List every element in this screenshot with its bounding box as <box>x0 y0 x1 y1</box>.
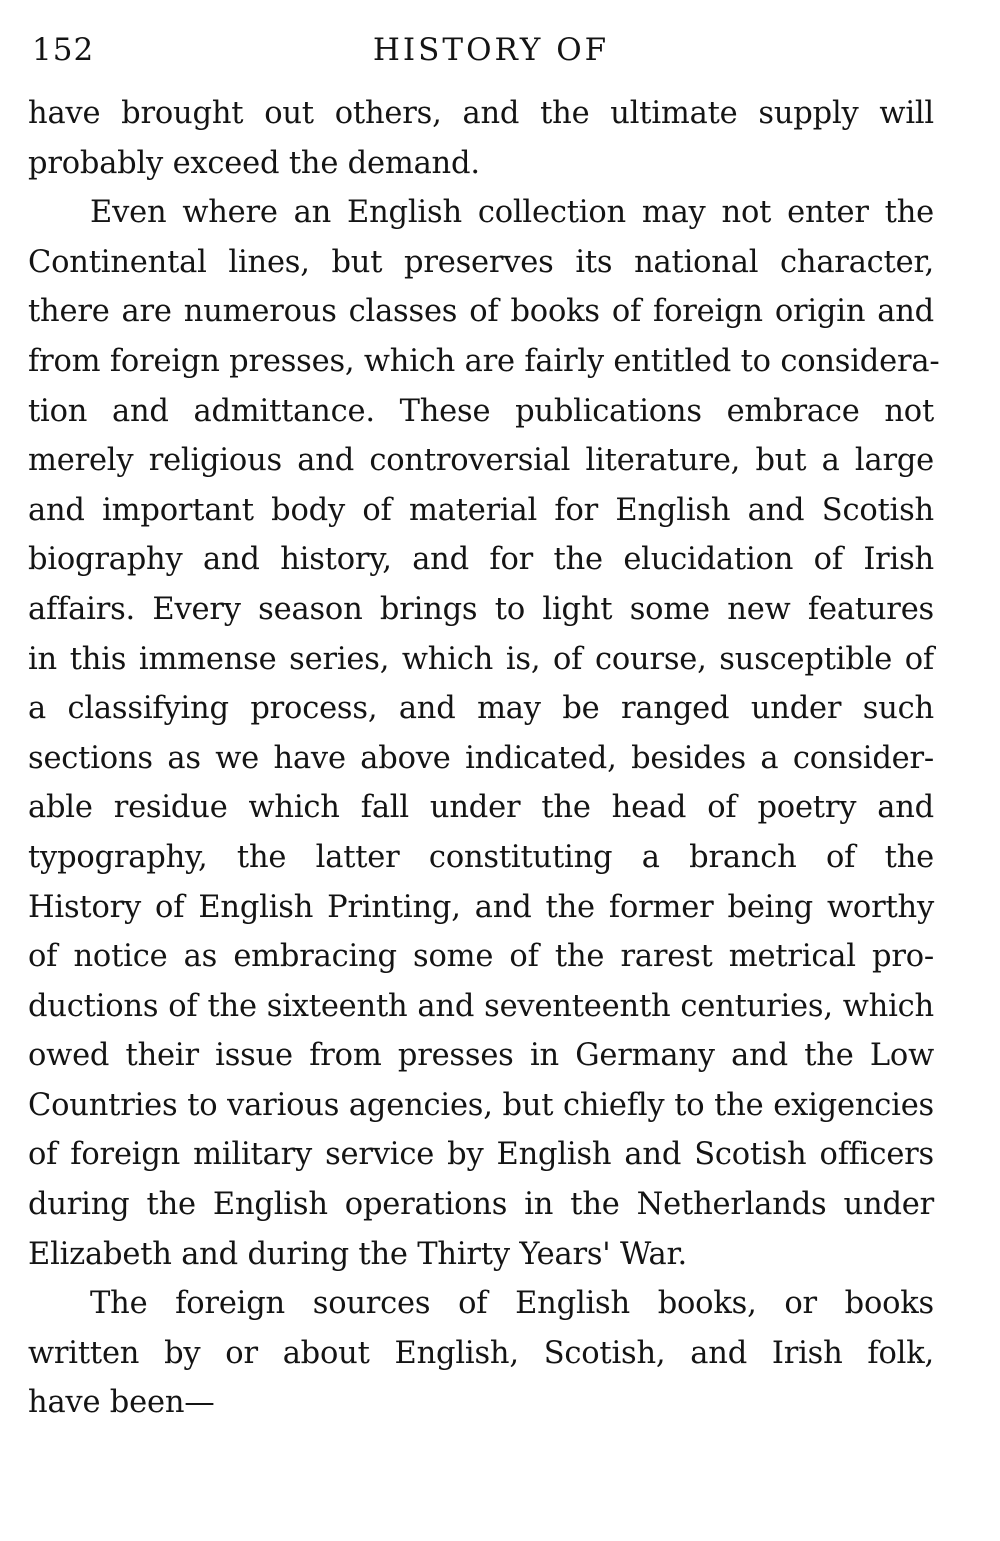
text-line: Continental lines, but preserves its national character, <box>28 244 934 280</box>
text-line: have been— <box>28 1385 215 1421</box>
text-line: Elizabeth and during the Thirty Years' War. <box>28 1236 687 1272</box>
text-line: and important body of material for English and Scotish <box>28 492 934 528</box>
text-line: a classifying process, and may be ranged under such <box>28 691 934 727</box>
text-line: have brought out others, and the ultimate supply will <box>28 96 934 131</box>
text-line: from foreign presses, which are fairly entitled to considera- <box>28 343 940 379</box>
text-line: typography, the latter constituting a branch of the <box>28 839 934 875</box>
body-text <box>28 89 940 1428</box>
text-line: History of English Printing, and the former being worthy <box>28 889 934 925</box>
page-header <box>28 32 934 74</box>
text-line: The foreign sources of English books, or books <box>90 1286 934 1322</box>
text-line: biography and history, and for the elucidation of Irish <box>28 542 934 578</box>
text-line: Even where an English collection may not enter the <box>90 195 934 231</box>
text-line: merely religious and controversial literature, but a large <box>28 443 934 479</box>
text-line: of foreign military service by English and Scotish officers <box>28 1137 934 1173</box>
text-line: tion and admittance. These publications embrace not <box>28 393 934 429</box>
text-line: there are numerous classes of books of foreign origin and <box>28 294 934 330</box>
text-line: Countries to various agencies, but chiefly to the exigencies <box>28 1087 934 1123</box>
page-number: 152 <box>32 32 95 68</box>
paragraph-3 <box>28 1279 934 1428</box>
text-line: written by or about English, Scotish, and Irish folk, <box>28 1335 934 1371</box>
text-line: able residue which fall under the head of poetry and <box>28 790 934 826</box>
text-line: affairs. Every season brings to light some new features <box>28 591 934 627</box>
text-line: during the English operations in the Netherlands under <box>28 1187 934 1223</box>
text-line: ductions of the sixteenth and seventeenth centuries, which <box>28 988 934 1024</box>
book-page <box>28 32 940 1428</box>
running-head: HISTORY OF <box>372 32 610 68</box>
text-line: sections as we have above indicated, besides a consider- <box>28 740 934 776</box>
text-line: of notice as embracing some of the rarest metrical pro- <box>28 939 934 975</box>
paragraph-2 <box>28 188 940 1279</box>
paragraph-1 <box>28 89 934 188</box>
text-line: probably exceed the demand. <box>28 145 480 181</box>
text-line: in this immense series, which is, of course, susceptible of <box>28 641 934 677</box>
text-line: owed their issue from presses in Germany and the Low <box>28 1038 934 1074</box>
